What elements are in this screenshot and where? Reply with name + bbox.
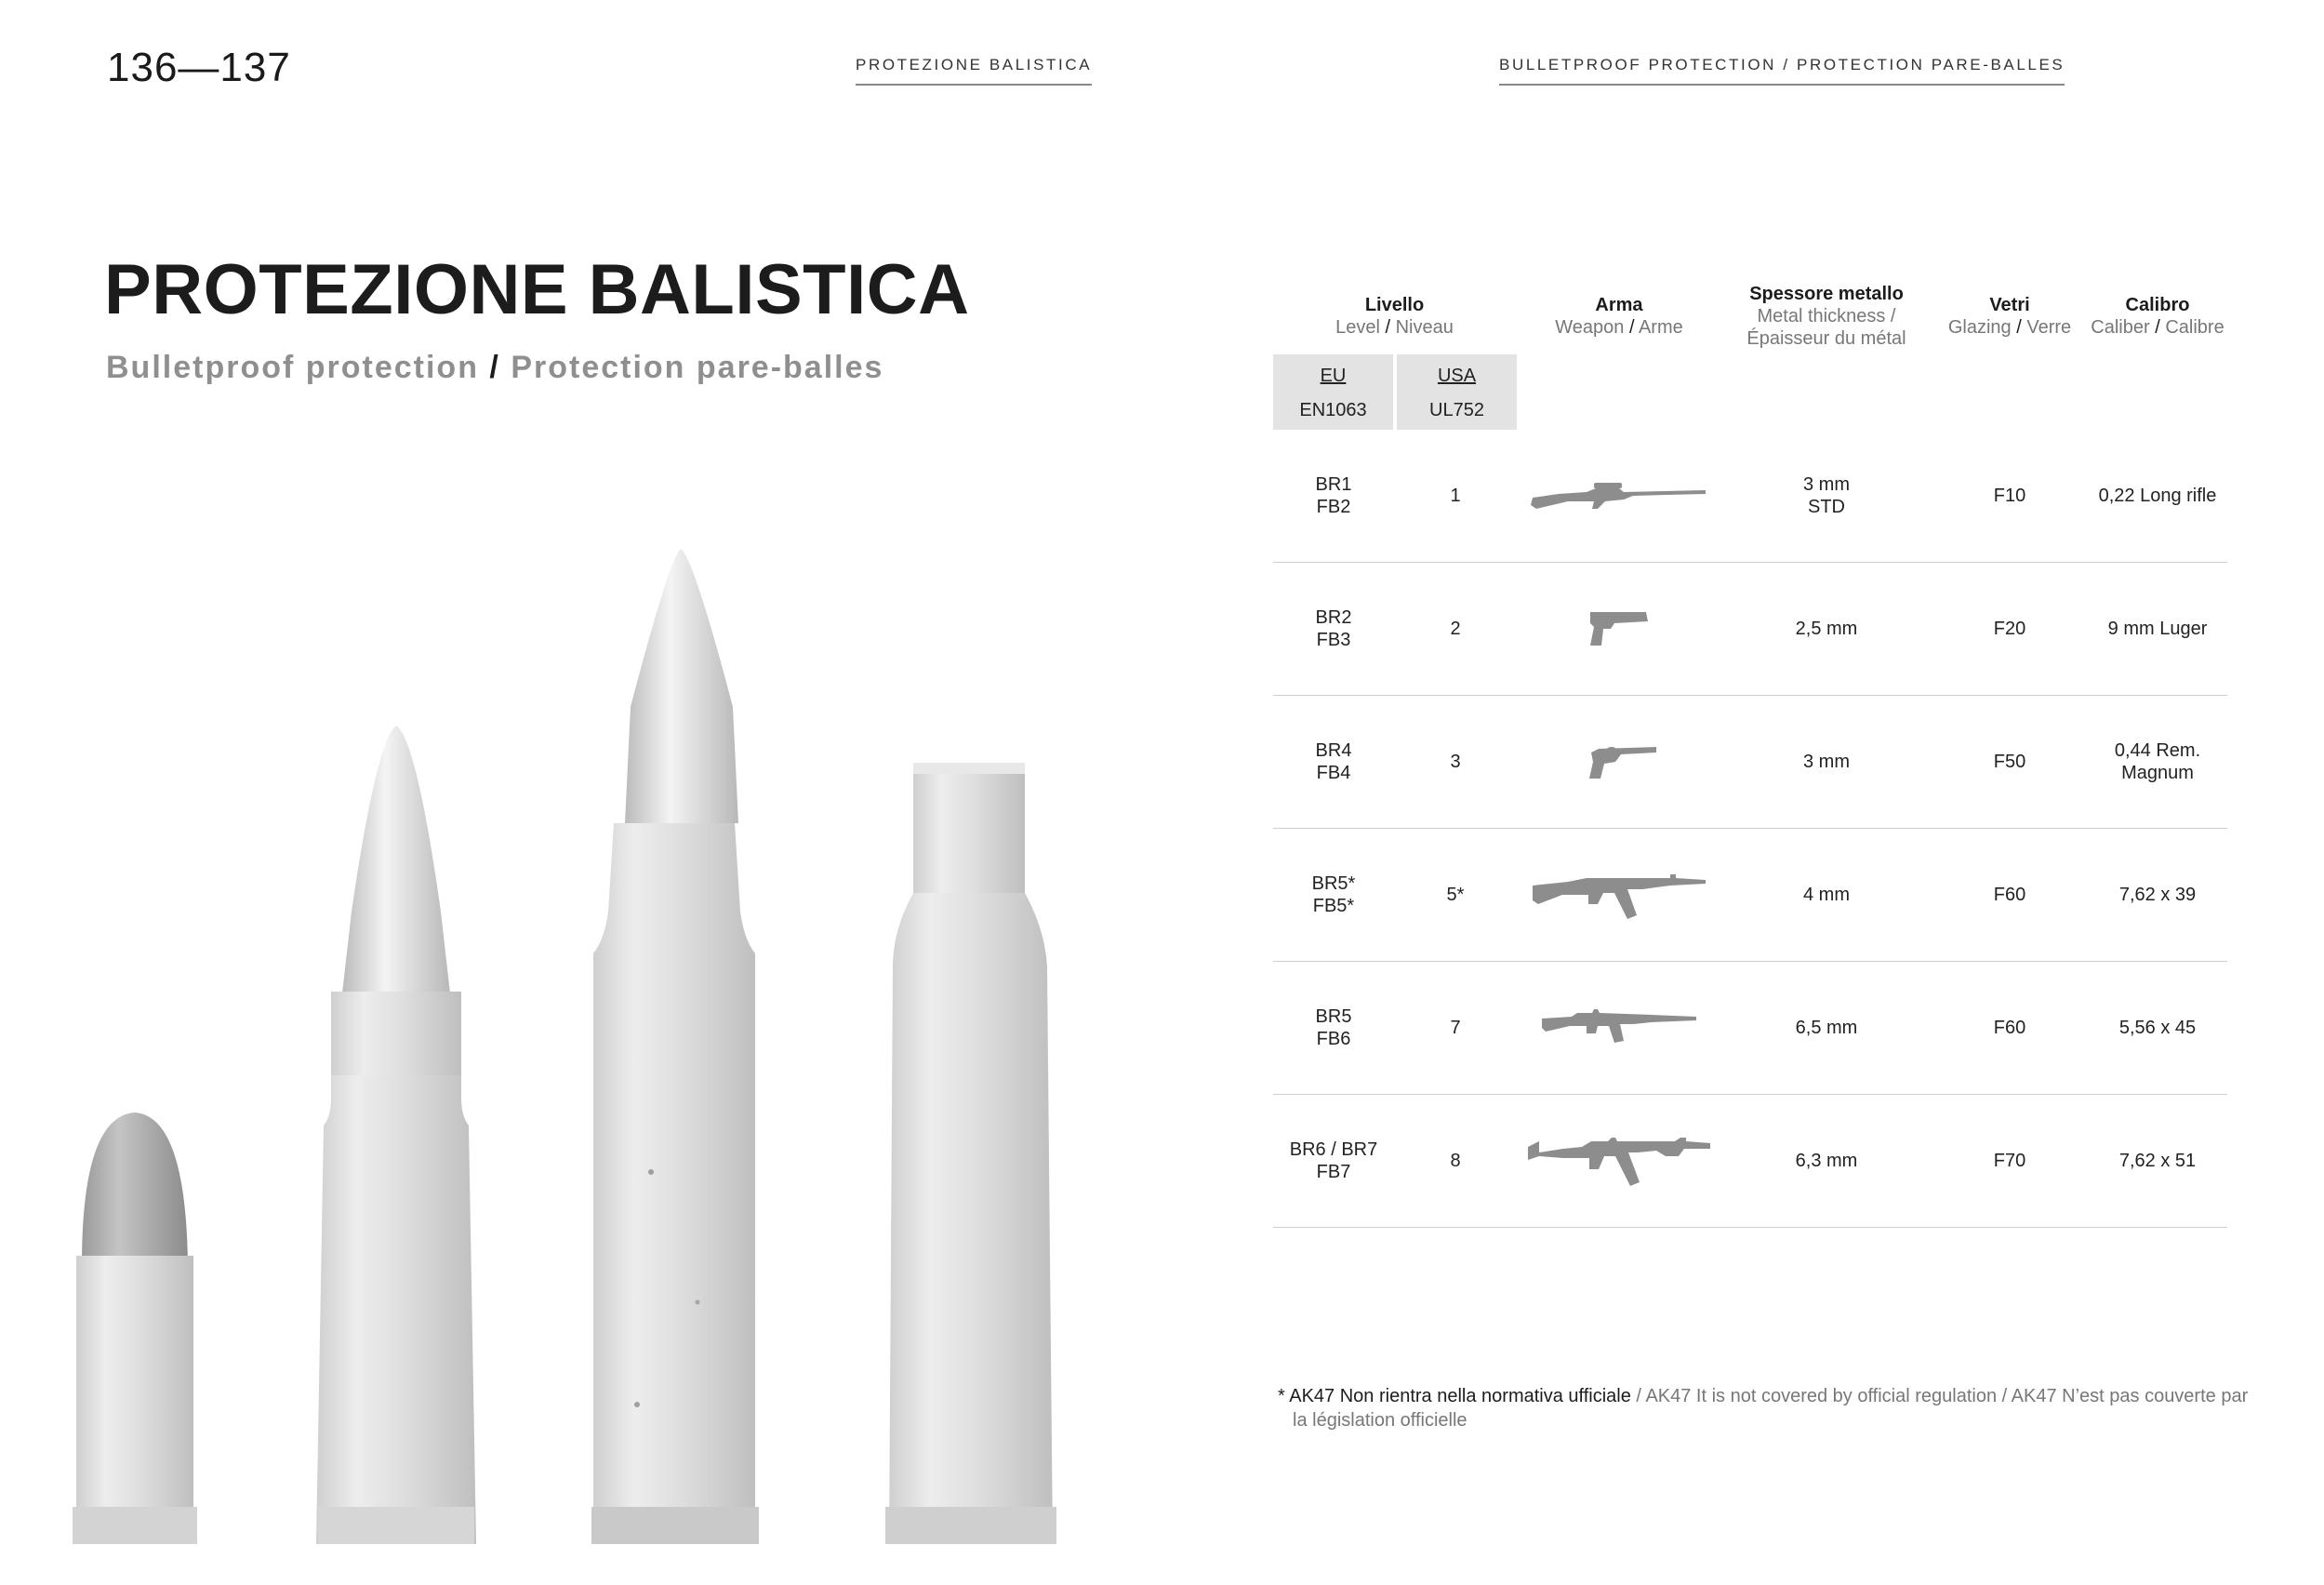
row-weapon bbox=[1517, 430, 1721, 562]
cartridge-empty-case bbox=[885, 763, 1056, 1544]
row-usa-level: 7 bbox=[1450, 1018, 1461, 1038]
standard-eu: EU EN1063 bbox=[1273, 354, 1393, 430]
table-row bbox=[1273, 962, 2227, 1095]
cartridge-762x39 bbox=[316, 726, 476, 1544]
cartridge-762x51 bbox=[591, 549, 759, 1544]
table-row bbox=[1273, 696, 2227, 829]
row-weapon bbox=[1517, 1095, 1721, 1227]
row-weapon bbox=[1517, 829, 1721, 961]
page-title: PROTEZIONE BALISTICA bbox=[104, 250, 970, 329]
assault-rifle-icon bbox=[1540, 1007, 1698, 1048]
row-usa-level: 1 bbox=[1450, 486, 1461, 506]
cartridge-9mm bbox=[73, 1112, 197, 1544]
header-caliber: Calibro Caliber / Calibre bbox=[2091, 295, 2224, 338]
row-metal: 3 mm STD bbox=[1803, 474, 1850, 517]
row-usa-level: 2 bbox=[1450, 619, 1461, 639]
row-caliber: 7,62 x 51 bbox=[2118, 1151, 2197, 1171]
running-head-left: PROTEZIONE BALISTICA bbox=[856, 56, 1092, 86]
row-glazing: F10 bbox=[1993, 486, 2026, 506]
row-glazing: F20 bbox=[1993, 619, 2026, 639]
table-row bbox=[1273, 1095, 2227, 1228]
row-metal: 4 mm bbox=[1803, 885, 1850, 905]
header-level: Livello Level / Niveau bbox=[1335, 295, 1454, 338]
cartridges-photo bbox=[56, 539, 1079, 1544]
row-caliber: 7,62 x 39 bbox=[2118, 885, 2197, 905]
row-eu-level: BR1 FB2 bbox=[1315, 474, 1352, 517]
row-caliber: 0,44 Rem. Magnum bbox=[2114, 740, 2201, 783]
row-eu-level: BR4 FB4 bbox=[1315, 740, 1352, 783]
row-metal: 2,5 mm bbox=[1795, 619, 1858, 639]
rifle-icon bbox=[1531, 477, 1707, 514]
header-glazing: Vetri Glazing / Verre bbox=[1947, 295, 2072, 338]
row-metal: 6,5 mm bbox=[1795, 1018, 1858, 1038]
revolver-icon bbox=[1580, 743, 1658, 780]
row-usa-level: 8 bbox=[1450, 1151, 1461, 1171]
header-metal: Spessore metallo Metal thickness / Épaisseur du métal bbox=[1746, 284, 1906, 349]
running-head-right: BULLETPROOF PROTECTION / PROTECTION PARE-BALLES bbox=[1499, 56, 2065, 86]
ak47-icon bbox=[1531, 869, 1707, 921]
row-weapon bbox=[1517, 563, 1721, 695]
table-row bbox=[1273, 829, 2227, 962]
heavy-rifle-icon bbox=[1526, 1132, 1712, 1190]
page-subtitle bbox=[106, 350, 883, 386]
table-row bbox=[1273, 430, 2227, 563]
row-eu-level: BR5 FB6 bbox=[1315, 1006, 1352, 1049]
row-glazing: F60 bbox=[1993, 885, 2026, 905]
row-glazing: F50 bbox=[1993, 752, 2026, 772]
row-caliber: 5,56 x 45 bbox=[2118, 1018, 2197, 1038]
subtitle-fr: Protection pare-balles bbox=[511, 350, 884, 385]
row-weapon bbox=[1517, 696, 1721, 828]
row-eu-level: BR6 / BR7 FB7 bbox=[1289, 1139, 1378, 1182]
pistol-icon bbox=[1587, 608, 1652, 649]
row-metal: 6,3 mm bbox=[1795, 1151, 1858, 1171]
row-eu-level: BR5* FB5* bbox=[1311, 873, 1356, 916]
row-eu-level: BR2 FB3 bbox=[1315, 607, 1352, 650]
row-caliber: 0,22 Long rifle bbox=[2098, 486, 2217, 506]
row-caliber: 9 mm Luger bbox=[2107, 619, 2208, 639]
subtitle-separator: / bbox=[489, 350, 500, 385]
table-row bbox=[1273, 563, 2227, 696]
row-metal: 3 mm bbox=[1803, 752, 1850, 772]
header-weapon: Arma Weapon / Arme bbox=[1555, 295, 1683, 338]
row-weapon bbox=[1517, 962, 1721, 1094]
row-glazing: F70 bbox=[1993, 1151, 2026, 1171]
row-glazing: F60 bbox=[1993, 1018, 2026, 1038]
footnote: * AK47 Non rientra nella normativa ufficiale / AK47 It is not covered by official regulation / AK47 N’est pas couverte par la législation officielle bbox=[1278, 1386, 2249, 1431]
page-number: 136—137 bbox=[107, 45, 291, 90]
standard-usa: USA UL752 bbox=[1397, 354, 1517, 430]
row-usa-level: 5* bbox=[1446, 885, 1465, 905]
subtitle-en: Bulletproof protection bbox=[106, 350, 479, 385]
row-usa-level: 3 bbox=[1450, 752, 1461, 772]
